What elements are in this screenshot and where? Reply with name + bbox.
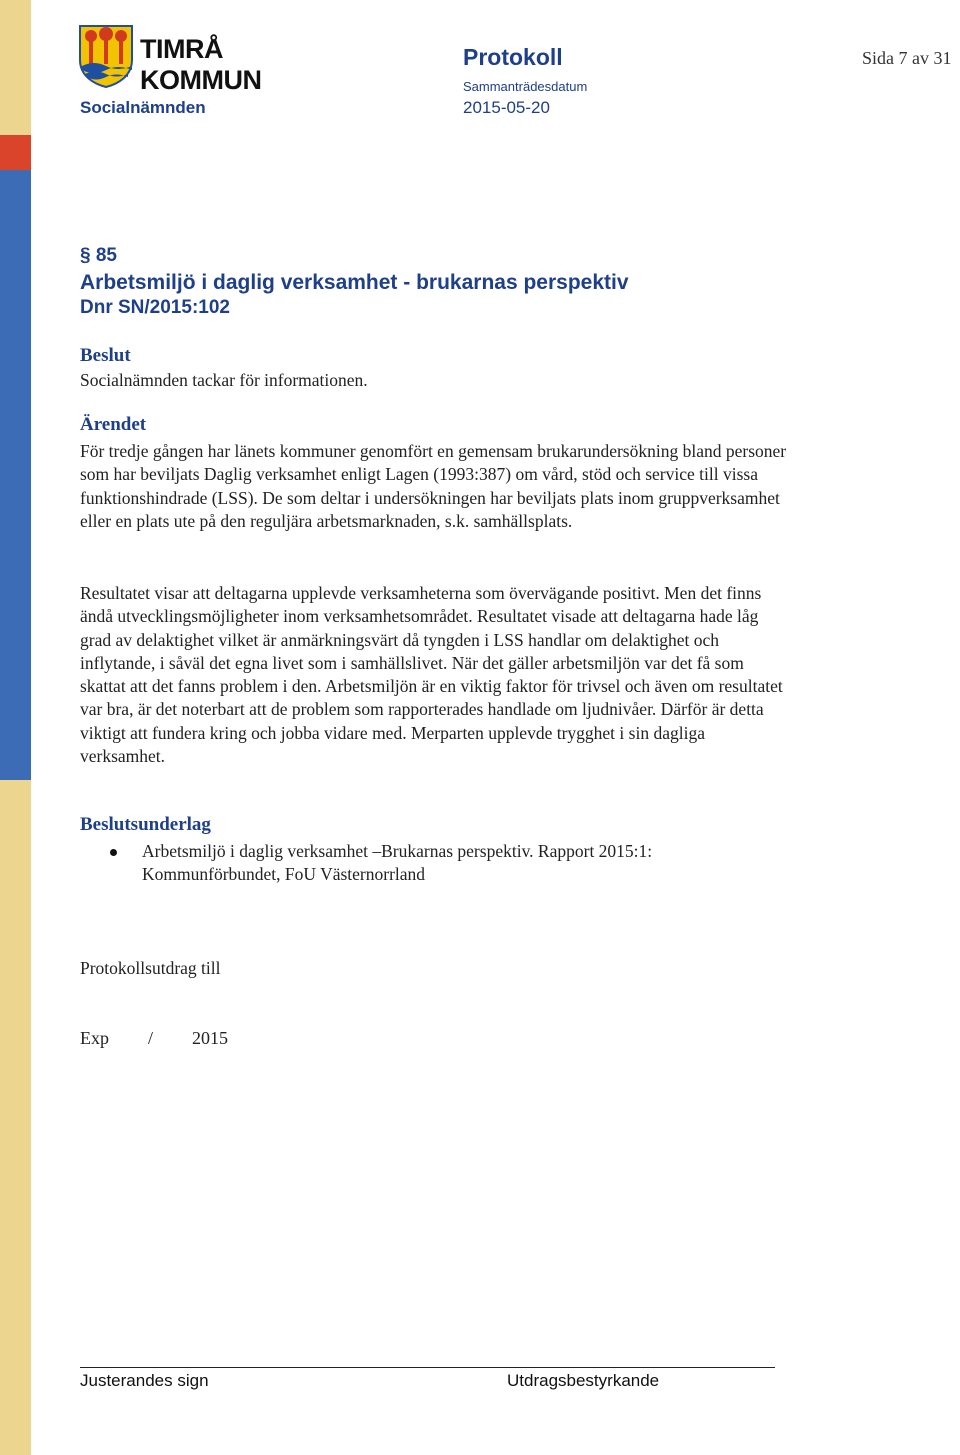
- logo-wordmark: TIMRÅ KOMMUN: [140, 34, 262, 95]
- utdragsbestyrkande: Utdragsbestyrkande: [507, 1371, 660, 1390]
- side-color-band: [0, 0, 31, 1455]
- municipality-logo: [78, 24, 340, 95]
- exp-label: Exp: [80, 1028, 109, 1048]
- beslut-heading: Beslut: [80, 345, 131, 366]
- arendet-paragraph-2: Resultatet visar att deltagarna upplevde verksamheterna som övervägande positivt. Men det finns ändå utvecklingsmöjligheter inom verksamhetsområdet. Resultatet visade att deltagarna hade låg grad av delaktighet vilket är anmärkningsvärt då tyngden i LSS handlar om delaktighet och inflytande, i såväl det egna livet som i samhällslivet. När det gäller arbetsmiljön var det få som skattat att det fanns problem i den. Arbetsmiljön är en viktig faktor för trivsel och även om resultatet var bra, är det noterbart att de problem som rapporterades handlade om ljudnivåer. Därför är detta viktigt att fundera kring och jobba vidare med. Merparten upplevde trygghet i sin dagliga verksamhet.: [80, 583, 783, 767]
- beslut-text: Socialnämnden tackar för informationen.: [80, 370, 368, 390]
- exp-slash: /: [148, 1028, 154, 1048]
- side-band-red: [0, 135, 31, 170]
- exp-year: 2015: [192, 1028, 229, 1048]
- arendet-heading: Ärendet: [80, 414, 147, 435]
- side-band-gold-top: [0, 0, 31, 135]
- case-number: Dnr SN/2015:102: [80, 297, 230, 318]
- bullet-icon: [110, 849, 117, 856]
- coat-of-arms-icon: [78, 24, 134, 88]
- signature-line: [80, 1367, 775, 1368]
- arendet-paragraph-1: För tredje gången har länets kommuner genomfört en gemensam brukarundersökning bland personer som har beviljats Daglig verksamhet enligt Lagen (1993:387) om vård, stöd och service till vissa funktionshindrade (LSS). De som deltar i undersökningen har beviljats plats inom gruppverksamhet eller en plats ute på den reguljära arbetsmarknaden, s.k. samhällsplats.: [80, 441, 787, 531]
- justerandes-sign: Justerandes sign: [80, 1371, 209, 1390]
- meeting-date-label: Sammanträdesdatum: [463, 79, 588, 94]
- distribution-label: Protokollsutdrag till: [80, 958, 221, 978]
- page-number: Sida 7 av 31: [862, 48, 952, 68]
- side-band-blue: [0, 170, 31, 780]
- document-type: Protokoll: [463, 44, 563, 70]
- attachment-reference: Arbetsmiljö i daglig verksamhet –Brukarnas perspektiv. Rapport 2015:1: Kommunförbundet, FoU Västernorrland: [142, 841, 653, 885]
- paragraph-number: § 85: [80, 245, 117, 266]
- side-band-gold-bottom: [0, 780, 31, 1455]
- expedition-line: [80, 1028, 228, 1049]
- beslutsunderlag-heading: Beslutsunderlag: [80, 814, 211, 835]
- item-title: Arbetsmiljö i daglig verksamhet - brukarnas perspektiv: [80, 271, 629, 294]
- meeting-date: 2015-05-20: [463, 98, 550, 117]
- organization-name: Socialnämnden: [80, 98, 206, 117]
